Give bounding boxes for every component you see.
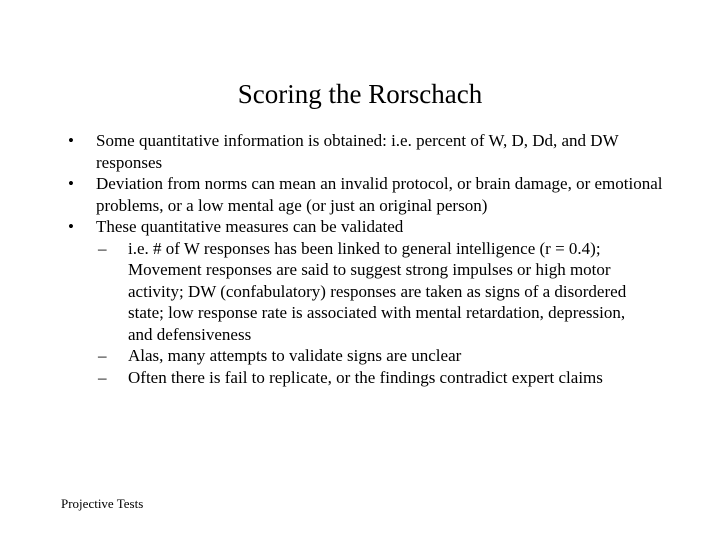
- sub-bullet-marker: –: [98, 346, 107, 365]
- sub-bullet-list: [96, 238, 676, 389]
- footer-label: Projective Tests: [61, 496, 144, 511]
- sub-bullet-text: Alas, many attempts to validate signs are unclear: [128, 346, 462, 365]
- bullet-item: [0, 130, 676, 173]
- sub-bullet-item: [96, 238, 633, 346]
- sub-bullet-text: Often there is fail to replicate, or the findings contradict expert claims: [128, 367, 603, 387]
- sub-bullet-text: i.e. # of W responses has been linked to general intelligence (r = 0.4); Movement responses are said to suggest strong impulses or high motor activity; DW (confabulatory) responses are taken as signs of a disordered state; low response rate is associated with mental retardation, depression, and defensiveness: [128, 238, 627, 344]
- slide-title: Scoring the Rorschach: [237, 79, 483, 109]
- bullet-item: [0, 216, 676, 388]
- bullet-text: Deviation from norms can mean an invalid protocol, or brain damage, or emotional problems, or a low mental age (or just an original person): [96, 174, 663, 215]
- sub-bullet-item: [96, 367, 633, 389]
- bullet-marker: •: [68, 131, 74, 150]
- sub-bullet-item: [96, 345, 633, 367]
- bullet-item: [0, 173, 676, 216]
- bullet-marker: •: [68, 174, 74, 193]
- bullet-text: These quantitative measures can be validated: [96, 217, 404, 236]
- bullet-text: Some quantitative information is obtained: i.e. percent of W, D, Dd, and DW responses: [96, 131, 619, 172]
- bullet-marker: •: [68, 217, 74, 236]
- bullet-list: [0, 130, 720, 388]
- sub-bullet-marker: –: [98, 367, 107, 387]
- sub-bullet-marker: –: [98, 238, 107, 258]
